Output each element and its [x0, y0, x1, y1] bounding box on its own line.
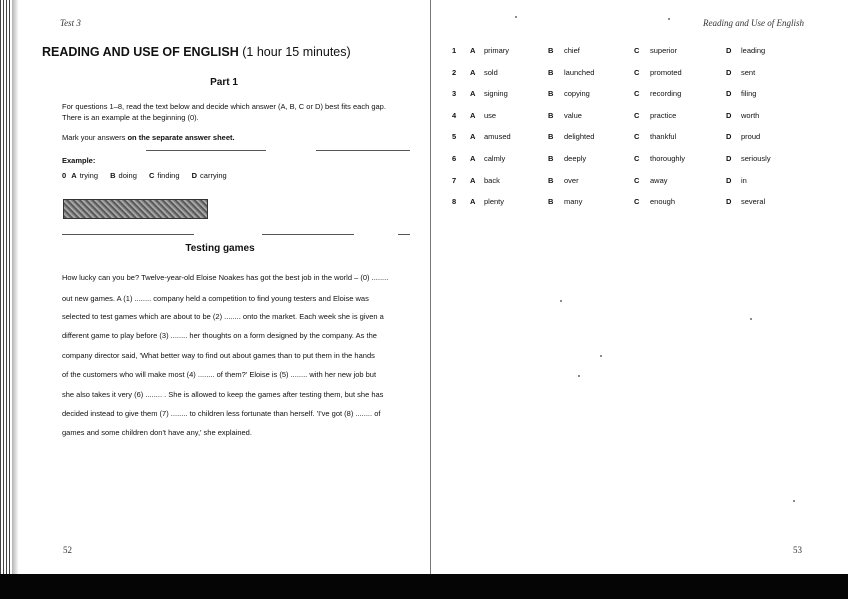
option-letter: D: [726, 46, 732, 55]
example-option-b: doing: [118, 171, 137, 180]
option-a: sold: [484, 68, 498, 77]
option-letter: D: [726, 132, 732, 141]
section-title-text: READING AND USE OF ENGLISH: [42, 45, 239, 59]
option-c: promoted: [650, 68, 682, 77]
option-b: delighted: [564, 132, 595, 141]
option-d: several: [741, 197, 766, 206]
passage-line: How lucky can you be? Twelve-year-old Eloise Noakes has got the best job in the world – (0) ........: [62, 273, 389, 282]
option-c: recording: [650, 89, 682, 98]
option-c: enough: [650, 197, 676, 206]
option-a: plenty: [484, 197, 505, 206]
option-a: signing: [484, 89, 508, 98]
option-b: launched: [564, 68, 595, 77]
question-number: 2: [452, 68, 457, 77]
mark-instruction-prefix: Mark your answers: [62, 133, 126, 142]
option-letter: A: [470, 154, 476, 163]
instructions-line-2: There is an example at the beginning (0).: [62, 113, 199, 122]
option-letter: D: [726, 68, 732, 77]
passage-line: selected to test games which are about to be (2) ........ onto the market. Each week she is given a: [62, 312, 384, 321]
example-option-d: carrying: [200, 171, 227, 180]
divider-rule: [262, 234, 354, 235]
option-letter: B: [548, 46, 554, 55]
scan-speck: [668, 18, 670, 20]
text-title: Testing games: [185, 243, 255, 254]
option-letter: B: [548, 132, 554, 141]
divider-rule: [398, 234, 410, 235]
question-number: 6: [452, 154, 457, 163]
option-d: filing: [741, 89, 757, 98]
passage-line: different game to play before (3) ........ her thoughts on a form designed by the company. As the: [62, 331, 377, 340]
option-letter: B: [548, 111, 554, 120]
option-letter: A: [470, 46, 476, 55]
option-a: use: [484, 111, 497, 120]
option-a: amused: [484, 132, 511, 141]
option-letter: B: [548, 176, 554, 185]
scan-speck: [793, 500, 795, 502]
option-letter: C: [634, 132, 640, 141]
example-answer-sheet-image: [63, 199, 208, 219]
example-letter-d: D: [191, 171, 198, 180]
option-c: away: [650, 176, 668, 185]
scan-speck: [560, 300, 562, 302]
option-letter: A: [470, 197, 476, 206]
option-letter: C: [634, 154, 640, 163]
running-head-left: Test 3: [60, 18, 81, 28]
divider-rule: [62, 234, 194, 235]
question-number: 4: [452, 111, 457, 120]
question-number: 7: [452, 176, 457, 185]
option-letter: A: [470, 111, 476, 120]
option-b: chief: [564, 46, 580, 55]
question-number: 3: [452, 89, 457, 98]
passage-line: out new games. A (1) ........ company held a competition to find young testers and Eloise was: [62, 294, 369, 303]
option-a: calmly: [484, 154, 506, 163]
option-letter: D: [726, 89, 732, 98]
example-number: 0: [62, 171, 67, 180]
binding-edge-left: [0, 0, 12, 599]
option-c: practice: [650, 111, 677, 120]
option-letter: C: [634, 111, 640, 120]
option-d: leading: [741, 46, 766, 55]
passage-line: decided instead to give them (7) ........ to children less fortunate than herself. 'I've got (8) ........ of: [62, 409, 381, 418]
section-title: [42, 45, 351, 59]
example-label: Example:: [62, 156, 96, 165]
passage-line: she also takes it very (6) ........ . She is allowed to keep the games after testing them, but she has: [62, 390, 384, 399]
example-letter-c: C: [149, 171, 155, 180]
scan-speck: [578, 375, 580, 377]
option-b: many: [564, 197, 583, 206]
example-row: [62, 171, 237, 180]
option-c: thoroughly: [650, 154, 686, 163]
option-d: proud: [741, 132, 761, 141]
question-number: 8: [452, 197, 457, 206]
option-letter: B: [548, 154, 554, 163]
option-letter: C: [634, 89, 640, 98]
option-letter: D: [726, 197, 732, 206]
option-letter: D: [726, 176, 732, 185]
running-head-right: Reading and Use of English: [703, 18, 804, 28]
scan-speck: [515, 16, 517, 18]
scan-speck: [750, 318, 752, 320]
example-option-a: trying: [79, 171, 99, 180]
option-letter: A: [470, 176, 476, 185]
option-b: deeply: [564, 154, 587, 163]
part-title: Part 1: [210, 77, 238, 88]
option-letter: B: [548, 89, 554, 98]
passage-line: company director said, 'What better way to find out about games than to put them in the hands: [62, 351, 375, 360]
option-a: back: [484, 176, 500, 185]
option-letter: B: [548, 68, 554, 77]
option-letter: C: [634, 176, 640, 185]
section-duration: (1 hour 15 minutes): [242, 45, 351, 59]
option-letter: C: [634, 68, 640, 77]
page-number-right: 53: [793, 545, 802, 555]
divider-rule: [146, 150, 266, 151]
mark-instruction: [62, 132, 432, 143]
question-number: 5: [452, 132, 457, 141]
option-letter: D: [726, 111, 732, 120]
option-letter: A: [470, 68, 476, 77]
option-c: superior: [650, 46, 678, 55]
example-letter-b: B: [110, 171, 116, 180]
option-letter: C: [634, 197, 640, 206]
example-option-c: finding: [157, 171, 180, 180]
option-d: in: [741, 176, 747, 185]
option-b: over: [564, 176, 579, 185]
option-letter: A: [470, 132, 476, 141]
option-d: seriously: [741, 154, 771, 163]
passage-line: of the customers who will make most (4) ........ of them?' Eloise is (5) ........ with her new job but: [62, 370, 377, 379]
option-c: thankful: [650, 132, 677, 141]
binding-shadow-left: [12, 0, 18, 599]
passage-line: games and some children don't have any,' she explained.: [62, 428, 252, 437]
divider-rule: [316, 150, 410, 151]
option-d: sent: [741, 68, 756, 77]
option-b: copying: [564, 89, 590, 98]
page-number-left: 52: [63, 545, 72, 555]
instructions-line-1: For questions 1–8, read the text below and decide which answer (A, B, C or D) best fits each gap.: [62, 102, 386, 111]
scan-speck: [600, 355, 602, 357]
option-letter: D: [726, 154, 732, 163]
option-letter: A: [470, 89, 476, 98]
option-letter: C: [634, 46, 640, 55]
mark-instruction-bold: on the separate answer sheet.: [127, 133, 235, 142]
option-letter: B: [548, 197, 554, 206]
example-letter-a: A: [71, 171, 77, 180]
scan-bottom-border: [0, 574, 848, 599]
option-a: primary: [484, 46, 510, 55]
question-number: 1: [452, 46, 457, 55]
option-b: value: [564, 111, 582, 120]
page-gutter: [430, 0, 431, 574]
option-d: worth: [741, 111, 760, 120]
